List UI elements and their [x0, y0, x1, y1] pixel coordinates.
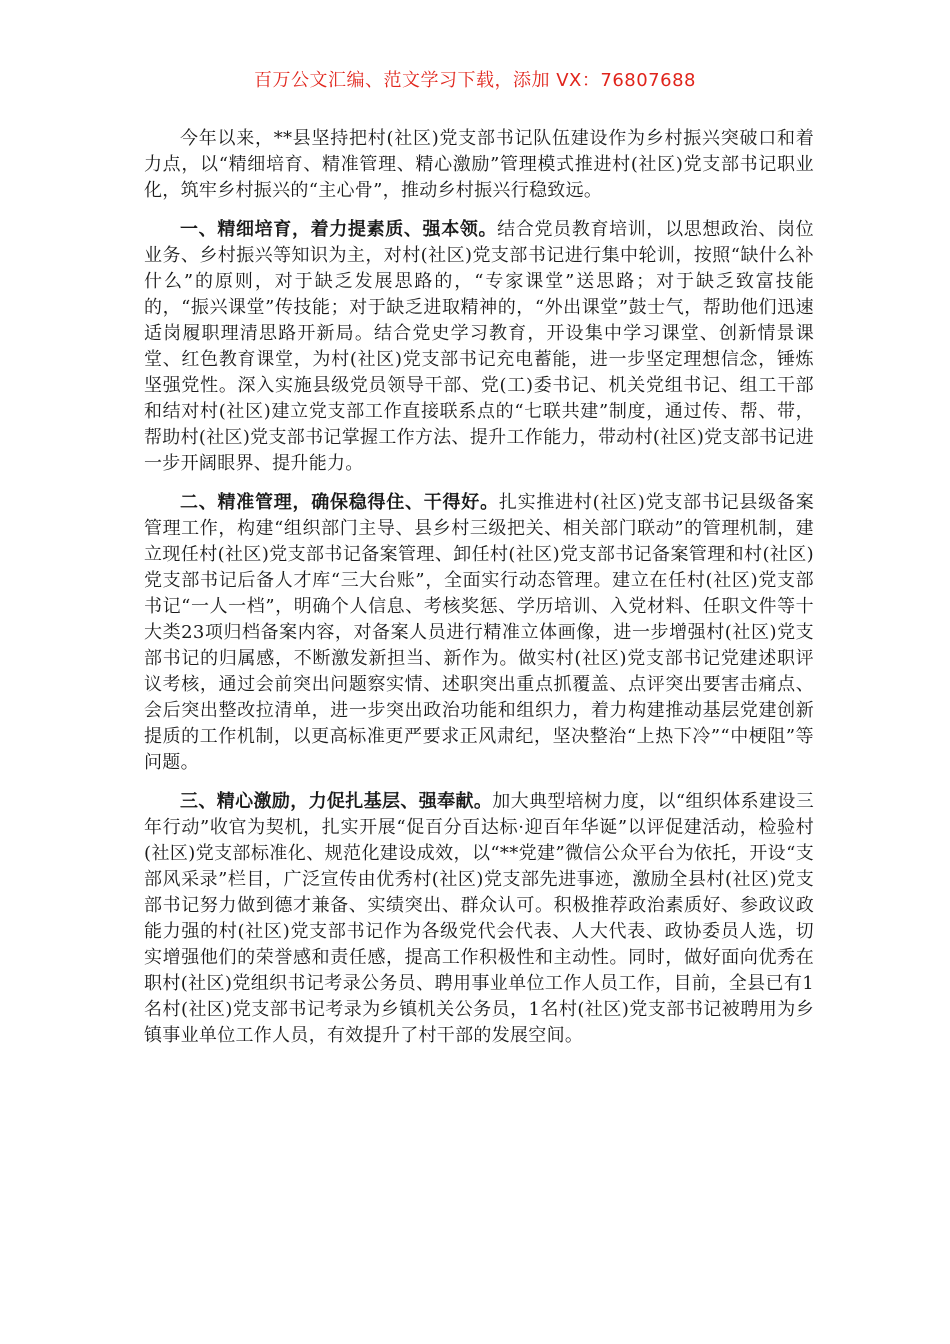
section-2-heading: 二、精准管理，确保稳得住、干得好。 — [180, 492, 499, 513]
intro-paragraph: 今年以来，**县坚持把村(社区)党支部书记队伍建设作为乡村振兴突破口和着力点，以“精细培育、精准管理、精心激励”管理模式推进村(社区)党支部书记职业化，筑牢乡村振兴的“主心骨”，推动乡村振兴行稳致远。 — [144, 128, 814, 201]
section-1-body: 结合党员教育培训，以思想政治、岗位业务、乡村振兴等知识为主，对村(社区)党支部书记进行集中轮训，按照“缺什么补什么”的原则，对于缺乏发展思路的，“专家课堂”送思路；对于缺乏致富技能的，“振兴课堂”传技能；对于缺乏进取精神的，“外出课堂”鼓士气，帮助他们迅速适岗履职理清思路开新局。结合党史学习教育，开设集中学习课堂、创新情景课堂、红色教育课堂，为村(社区)党支部书记充电蓄能，进一步坚定理想信念，锤炼坚强党性。深入实施县级党员领导干部、党(工)委书记、机关党组书记、组工干部和结对村(社区)建立党支部工作直接联系点的“七联共建”制度，通过传、帮、带，帮助村(社区)党支部书记掌握工作方法、提升工作能力，带动村(社区)党支部书记进一步开阔眼界、提升能力。 — [144, 219, 814, 474]
section-2-paragraph — [144, 490, 814, 776]
section-2-body: 扎实推进村(社区)党支部书记县级备案管理工作，构建“组织部门主导、县乡村三级把关、相关部门联动”的管理机制，建立现任村(社区)党支部书记备案管理、卸任村(社区)党支部书记备案管理和村(社区)党支部书记后备人才库“三大台账”，全面实行动态管理。建立在任村(社区)党支部书记“一人一档”，明确个人信息、考核奖惩、学历培训、入党材料、任职文件等十大类23项归档备案内容，对备案人员进行精准立体画像，进一步增强村(社区)党支部书记的归属感，不断激发新担当、新作为。做实村(社区)党支部书记党建述职评议考核，通过会前突出问题察实情、述职突出重点抓覆盖、点评突出要害击痛点、会后突出整改拉清单，进一步突出政治功能和组织力，着力构建推动基层党建创新提质的工作机制，以更高标准更严要求正风肃纪，坚决整治“上热下冷”“中梗阻”等问题。 — [144, 492, 814, 773]
section-1-heading: 一、精细培育，着力提素质、强本领。 — [180, 219, 498, 240]
section-3-heading: 三、精心激励，力促扎基层、强奉献。 — [180, 791, 493, 812]
document-body — [144, 126, 814, 1062]
watermark-header: 百万公文汇编、范文学习下载，添加 VX：76807688 — [254, 70, 696, 91]
section-1-paragraph — [144, 217, 814, 477]
section-3-paragraph — [144, 789, 814, 1049]
section-3-body: 加大典型培树力度，以“组织体系建设三年行动”收官为契机，扎实开展“促百分百达标·迎百年华诞”以评促建活动，检验村(社区)党支部标准化、规范化建设成效，以“**党建”微信公众平台为依托，开设“支部风采录”栏目，广泛宣传由优秀村(社区)党支部先进事迹，激励全县村(社区)党支部书记努力做到德才兼备、实绩突出、群众认可。积极推荐政治素质好、参政议政能力强的村(社区)党支部书记作为各级党代会代表、人大代表、政协委员人选，切实增强他们的荣誉感和责任感，提高工作积极性和主动性。同时，做好面向优秀在职村(社区)党组织书记考录公务员、聘用事业单位工作人员工作，目前，全县已有1名村(社区)党支部书记考录为乡镇机关公务员，1名村(社区)党支部书记被聘用为乡镇事业单位工作人员，有效提升了村干部的发展空间。 — [144, 791, 814, 1046]
